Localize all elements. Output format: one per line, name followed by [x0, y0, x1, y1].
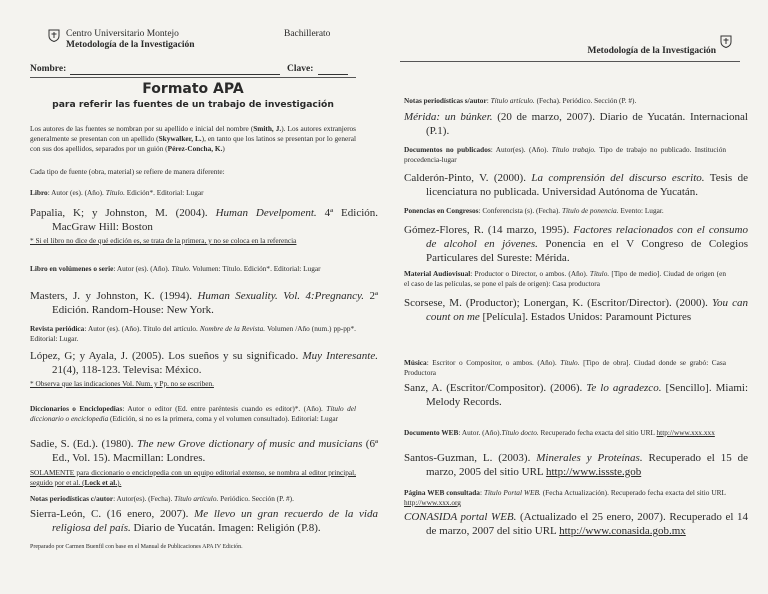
diccionario-rule: Diccionarios o Enciclopedias: Autor o editor (Ed. entre paréntesis cuando es editor)*. (Año). Título del diccionario o enciclopedia (Edición, si no es la primera, coma y el volumen consultado). Editorial: Lugar: [30, 404, 356, 423]
university-seal-icon-right: [720, 34, 732, 48]
documento-web-example: Santos-Guzman, L. (2003). Minerales y Proteínas. Recuperado el 15 de marzo, 2005 del sitio URL http://www.issste.gob: [404, 452, 748, 478]
conasida-link[interactable]: http://www.conasida.gob.mx: [559, 525, 686, 537]
ponencias-rule: Ponencias en Congresos: Conferencista (s). (Fecha). Título de ponencia. Evento: Lugar.: [404, 206, 664, 215]
ponencias-example: Gómez-Flores, R. (14 marzo, 1995). Factores relacionados con el consumo de alcohol en jóvenes. Ponencia en el V Congreso de Colegios Particulares del Sureste: Mérida.: [404, 224, 749, 264]
musica-example: Sanz, A. (Escritor/Compositor). (2006). Te lo agradezco. [Sencillo]. Miami: Melody Records.: [404, 382, 749, 408]
header-divider: [30, 77, 356, 78]
key-label: Clave:: [287, 64, 314, 74]
documento-web-rule: Documento WEB: Autor. (Año).Título docto. Recuperado fecha exacta del sitio URL http://www.xxx.xxx: [404, 428, 715, 437]
notas-sin-autor-example: Mérida: un búnker. (20 de marzo, 2007). Diario de Yucatán. Internacional (P.1).: [404, 111, 748, 137]
page-subtitle: para referir las fuentes de un trabajo de investigación: [52, 99, 334, 110]
name-label: Nombre:: [30, 64, 67, 74]
notas-autor-example: Sierra-León, C. (16 enero, 2007). Me llevo un gran recuerdo de la vida religiosa del país. Diario de Yucatán. Imagen: Religión (P.8).: [30, 508, 378, 534]
revista-note: * Observa que las indicaciones Vol. Num. y Pp. no se escriben.: [30, 379, 214, 388]
header-divider-right: [400, 61, 740, 62]
intro-note: Cada tipo de fuente (obra, material) se refiere de manera diferente:: [30, 167, 225, 176]
page-title: Formato APA: [142, 81, 244, 97]
notas-autor-rule: Notas periodísticas c/autor: Autor(es). (Fecha). Título artículo. Periódico. Sección (P. #).: [30, 494, 294, 503]
libro-note: * Si el libro no dice de qué edición es, se trata de la primera, y no se coloca en la referencia: [30, 236, 297, 245]
documento-web-url[interactable]: http://www.xxx.xxx: [656, 428, 715, 437]
no-publicados-example: Calderón-Pinto, V. (2000). La comprensión del discurso escrito. Tesis de licenciatura no publicada. Universidad Autónoma de Yucatán.: [404, 172, 748, 198]
university-seal-icon: [48, 28, 60, 42]
diccionario-example: Sadie, S. (Ed.). (1980). The new Grove dictionary of music and musicians (6ª Ed., Vol. 15). Macmillan: Londres.: [30, 438, 379, 464]
libro-example: Papalia, K; y Johnston, M. (2004). Human Develpoment. 4ª Edición. MacGraw Hill: Boston: [30, 207, 379, 233]
level-label: Bachillerato: [284, 29, 331, 39]
key-field[interactable]: [318, 74, 348, 75]
pagina-web-url[interactable]: http://www.xxx.org: [404, 498, 461, 507]
revista-rule: Revista periódica: Autor (es). (Año). Título del artículo. Nombre de la Revista. Volumen /Año (num.) pp-pp*. Editorial: Lugar.: [30, 324, 356, 343]
issste-link[interactable]: http://www.issste.gob: [545, 466, 642, 478]
intro-paragraph: Los autores de las fuentes se nombran por su apellido e inicial del nombre (Smith, J.). Los autores extranjeros generalmente se presentan con un apellido (Skywalker, L.), en tanto que los latinos se presentan por lo general con sus dos apellidos, separados por un guión (Pérez-Concha, K.): [30, 124, 356, 153]
audiovisual-example: Scorsese, M. (Productor); Lonergan, K. (Escritor/Director). (2000). You can count on me [Película]. Estados Unidos: Paramount Pictures: [404, 297, 748, 323]
pagina-web-rule: Página WEB consultada: Título Portal WEB. (Fecha Actualización). Recuperado fecha exacta del sitio URL http://www.xxx.org: [404, 488, 726, 507]
libro-rule: Libro: Autor (es). (Año). Título. Edición*. Editorial: Lugar: [30, 188, 204, 197]
course-name: Metodología de la Investigación: [66, 40, 195, 50]
name-field[interactable]: [70, 74, 280, 75]
no-publicados-rule: Documentos no publicados: Autor(es). (Año). Título trabajo. Tipo de trabajo no publicado. Institución procedencia-lugar: [404, 145, 726, 164]
pagina-web-example: CONASIDA portal WEB. (Actualizado el 25 enero, 2007). Recuperado el 14 de marzo, 2007 del sitio URL http://www.conasida.gob.mx: [404, 511, 748, 537]
course-name-right: Metodología de la Investigación: [587, 46, 716, 56]
musica-rule: Música: Escritor o Compositor, o ambos. (Año). Título. [Tipo de obra]. Ciudad donde se grabó: Casa Productora: [404, 358, 726, 377]
footer-note: Preparado por Carmen Buenfil con base en el Manual de Publicaciones APA IV Edición.: [30, 544, 243, 550]
diccionario-note: SOLAMENTE para diccionario o enciclopedia con un equipo editorial extenso, se nombra al editor principal, seguido por et al. (Lock et al.).: [30, 468, 356, 487]
institution-name: Centro Universitario Montejo: [66, 29, 179, 39]
volumenes-rule: Libro en volúmenes o serie: Autor (es). (Año). Título. Volumen: Título. Edición*. Editorial: Lugar: [30, 264, 321, 273]
revista-example: López, G; y Ayala, J. (2005). Los sueños y su significado. Muy Interesante. 21(4), 118-123. Televisa: México.: [30, 350, 378, 376]
volumenes-example: Masters, J. y Johnston, K. (1994). Human Sexuality. Vol. 4:Pregnancy. 2ª Edición. Random-House: New York.: [30, 290, 379, 316]
audiovisual-rule: Material Audiovisual: Productor o Director, o ambos. (Año). Título. [Tipo de medio]. Ciudad de origen (en el caso de las películas, se pone el país de origen): Casa productora: [404, 269, 726, 288]
notas-sin-autor-rule: Notas periodísticas s/autor: Título artículo. (Fecha). Periódico. Sección (P. #).: [404, 96, 637, 105]
